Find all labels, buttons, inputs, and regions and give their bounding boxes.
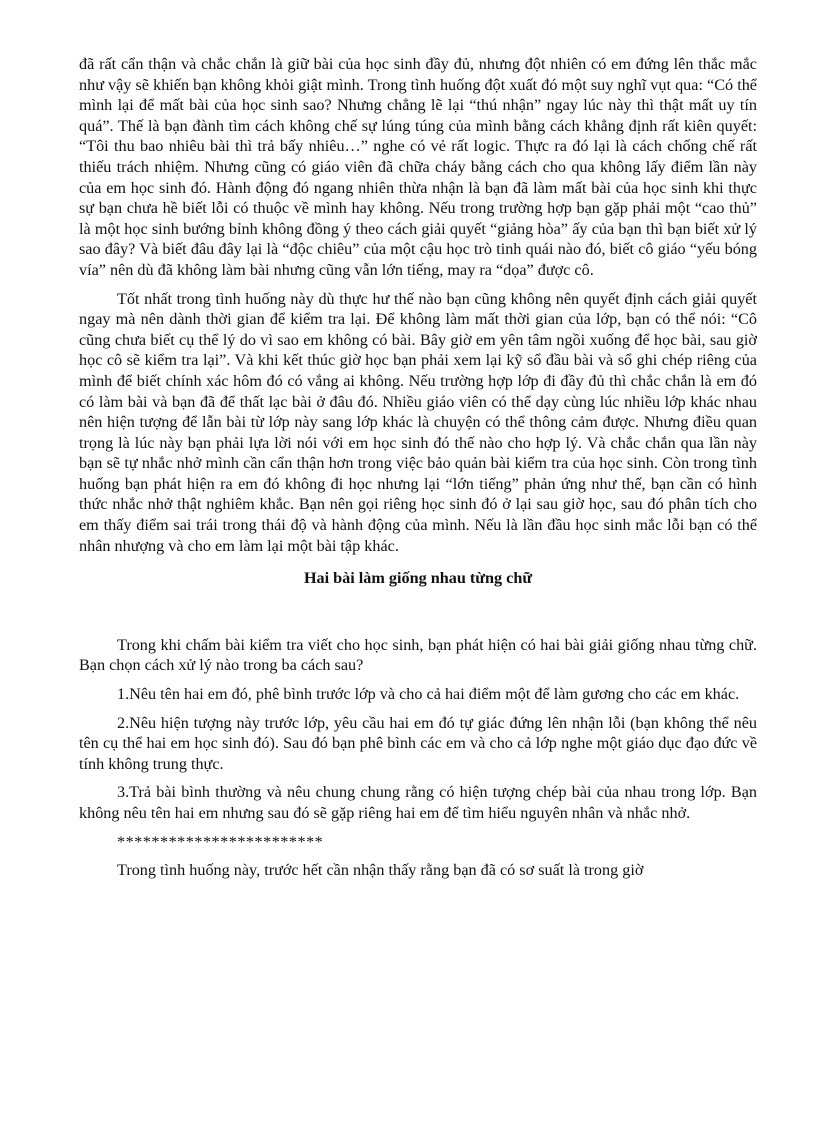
option-item: 1.Nêu tên hai em đó, phê bình trước lớp và cho cả hai điểm một để làm gương cho các em khác. bbox=[117, 685, 740, 704]
option-item: 2.Nêu hiện tượng này trước lớp, yêu cầu hai em đó tự giác đứng lên nhận lỗi (bạn không thể nêu tên cụ thể hai em học sinh đó). Sau đó bạn phê bình các em và cho cả lớp nghe một giáo dục đạo đức về tính không trung thực. bbox=[79, 713, 757, 773]
option-item: 3.Trả bài bình thường và nêu chung chung rằng có hiện tượng chép bài của nhau trong lớp. Bạn không nêu tên hai em nhưng sau đó sẽ gặp riêng hai em để tìm hiểu nguyên nhân và nhắc nhở. bbox=[79, 783, 757, 822]
paragraph: Trong tình huống này, trước hết cần nhận thấy rằng bạn đã có sơ suất là trong giờ bbox=[117, 861, 644, 880]
separator: ************************ bbox=[117, 832, 324, 851]
paragraph: Tốt nhất trong tình huống này dù thực hư thế nào bạn cũng không nên quyết định cách giải quyết ngay mà nên dành thời gian để kiểm tra lại. Để không làm mất thời gian của lớp, bạn có thể nói: “Cô cũng chưa biết cụ thể lý do vì sao em không có bài. Bây giờ em yên tâm ngồi xuống để học bài, sau giờ học cô sẽ kiểm tra lại”. Và khi kết thúc giờ học bạn phải xem lại kỹ sổ đầu bài và sổ ghi chép riêng của mình để biết chính xác hôm đó có vắng ai không. Nếu trường hợp lớp đi đầy đủ thì chắc chắn là em đó có làm bài và bạn đã để thất lạc bài ở đâu đó. Nhiều giáo viên có thể dạy cùng lúc nhiều lớp khác nhau nên hiện tượng để lẫn bài từ lớp này sang lớp khác là chuyện có thể thông cảm được. Nhưng điều quan trọng là lúc này bạn phải lựa lời nói với em học sinh đó thế nào cho hợp lý. Và chắc chắn qua lần này bạn sẽ tự nhắc nhở mình cần cẩn thận hơn trong việc bảo quản bài kiểm tra của học sinh. Còn trong tình huống bạn phát hiện ra em đó không đi học nhưng lại “lớn tiếng” phản ứng như thế, bạn cần có hình thức nhắc nhở thật nghiêm khắc. Bạn nên gọi riêng học sinh đó ở lại sau giờ học, sau đó phân tích cho em thấy điểm sai trái trong thái độ và hành động của mình. Nếu là lần đầu học sinh mắc lỗi bạn có thể nhân nhượng và cho em làm lại một bài tập khác. bbox=[79, 289, 757, 555]
paragraph: Trong khi chấm bài kiểm tra viết cho học sinh, bạn phát hiện có hai bài giải giống nhau từng chữ. Bạn chọn cách xử lý nào trong ba cách sau? bbox=[79, 635, 757, 675]
paragraph: đã rất cẩn thận và chắc chắn là giữ bài của học sinh đầy đủ, nhưng đột nhiên có em đứng lên thắc mắc như vậy sẽ khiến bạn không khỏi giật mình. Trong tình huống đột xuất đó một suy nghĩ vụt qua: “Có thể mình lại để mất bài của học sinh sao? Nhưng chẳng lẽ lại “thú nhận” ngay lúc này thì thật mất uy tín quá”. Thế là bạn đành tìm cách không chế sự lúng túng của mình bằng cách khẳng định rất kiên quyết: “Tôi thu bao nhiêu bài thì trả bấy nhiêu…” nghe có vẻ rất logic. Thực ra đó lại là cách chống chế rất thiếu trách nhiệm. Nhưng cũng có giáo viên đã chữa cháy bằng cách cho qua không lấy điểm lần này của em học sinh đó. Hành động đó ngang nhiên thừa nhận là bạn đã làm mất bài của học sinh khi thực sự bạn chưa hề biết lỗi có thuộc về mình hay không. Nếu trong trường hợp bạn gặp phải một “cao thủ” là một học sinh bướng bỉnh không đồng ý theo cách giải quyết “giảng hòa” ấy của bạn thì bạn biết xử lý sao đây? Và biết đâu đây lại là “độc chiêu” của một cậu học trò tinh quái nào đó, biết cô giáo “yếu bóng vía” nên dù đã không làm bài nhưng cũng vẫn lớn tiếng, may ra “dọa” được cô. bbox=[79, 55, 757, 279]
section-heading: Hai bài làm giống nhau từng chữ bbox=[303, 569, 533, 588]
document-body bbox=[79, 54, 757, 889]
